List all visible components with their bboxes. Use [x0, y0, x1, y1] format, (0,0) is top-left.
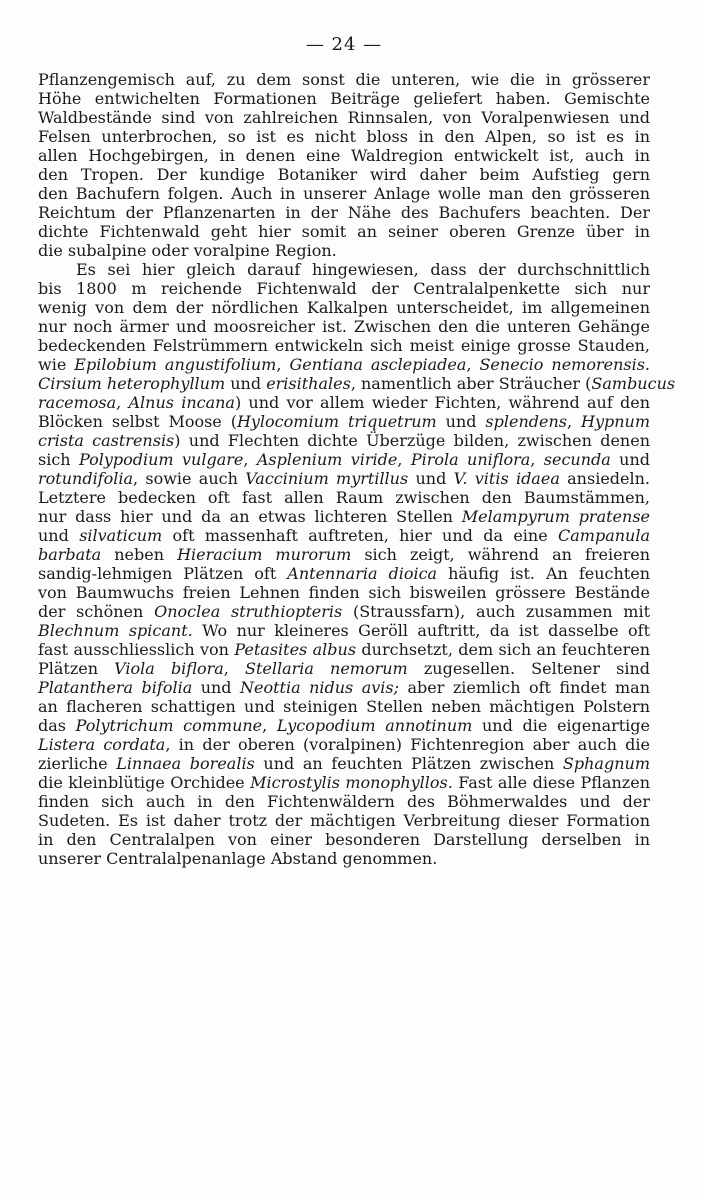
text-run: ansiedeln.: [559, 469, 651, 488]
text-line: [38, 735, 650, 754]
text-line: [38, 412, 650, 431]
species-name: Melampyrum pratense: [461, 507, 651, 526]
text-run: ,: [243, 450, 257, 469]
text-run: und: [225, 374, 267, 393]
text-line: [38, 754, 650, 773]
text-line: bis 1800 m reichende Fichtenwald der Centralalpenkette sich nur: [38, 279, 650, 298]
text-line: den Bachufern folgen. Auch in unserer Anlage wolle man den grösseren: [38, 184, 650, 203]
text-line: Waldbestände sind von zahlreichen Rinnsalen, von Voralpenwiesen und: [38, 108, 650, 127]
species-name: barbata: [38, 545, 102, 564]
text-run: zierliche: [38, 754, 117, 773]
text-line: [38, 469, 650, 488]
text-run: ,: [262, 716, 277, 735]
text-run: ,: [276, 355, 290, 374]
text-run: ,: [566, 412, 581, 431]
species-name: erisithales: [266, 374, 351, 393]
species-name: Listera cordata: [38, 735, 166, 754]
species-name: racemosa: [38, 393, 117, 412]
text-run: Blöcken selbst Moose (: [38, 412, 237, 431]
text-run: , sowie auch: [133, 469, 246, 488]
text-run: das: [38, 716, 76, 735]
species-name: Lycopodium annotinum: [276, 716, 473, 735]
text-line: [38, 602, 650, 621]
text-run: oft massenhaft auftreten, hier und da eine: [162, 526, 559, 545]
text-run: fast ausschliesslich von: [38, 640, 235, 659]
text-line: die subalpine oder voralpine Region.: [38, 241, 337, 260]
text-line: dichte Fichtenwald geht hier somit an seiner oberen Grenze über in: [38, 222, 650, 241]
text-run: in den Centralalpen von einer besonderen Darstellung derselben in: [38, 830, 650, 849]
species-name: Platanthera bifolia: [38, 678, 193, 697]
text-line: [38, 545, 650, 564]
text-line: [38, 621, 650, 640]
text-line: Felsen unterbrochen, so ist es nicht bloss in den Alpen, so ist es in: [38, 127, 650, 146]
species-name: rotundifolia: [38, 469, 134, 488]
text-run: ,: [397, 450, 411, 469]
species-name: Hylocomium triquetrum: [236, 412, 437, 431]
text-run: ,: [116, 393, 129, 412]
text-line: allen Hochgebirgen, in denen eine Waldregion entwickelt ist, auch in: [38, 146, 650, 165]
text-line: [38, 431, 650, 450]
species-name: Antennaria dioica: [287, 564, 438, 583]
text-line: [38, 583, 650, 602]
species-name: Stellaria nemorum: [244, 659, 408, 678]
page-number: — 24 —: [305, 34, 383, 55]
text-run: aber ziemlich oft findet man: [399, 678, 651, 697]
species-name: Epilobium angustifolium: [74, 355, 277, 374]
text-run: nur dass hier und da an etwas lichteren Stellen: [38, 507, 462, 526]
text-line: [38, 526, 650, 545]
species-name: secunda: [543, 450, 611, 469]
text-run: und an feuchten Plätzen zwischen: [254, 754, 563, 773]
species-name: Pirola uniflora: [410, 450, 531, 469]
text-run: , namentlich aber Sträucher (: [350, 374, 592, 393]
text-line: Höhe entwichelten Formationen Beiträge geliefert haben. Gemischte: [38, 89, 650, 108]
text-run: ,: [466, 355, 480, 374]
text-run: Wo nur kleineres Geröll auftritt, da ist dasselbe oft: [192, 621, 651, 640]
species-name: Senecio nemorensis.: [479, 355, 651, 374]
species-name: Neottia nidus avis;: [240, 678, 400, 697]
text-run: , in der oberen (voralpinen) Fichtenregion aber auch die: [165, 735, 650, 754]
text-line: Reichtum der Pflanzenarten in der Nähe des Bachufers beachten. Der: [38, 203, 650, 222]
text-line: [38, 830, 650, 849]
species-name: Hieracium murorum: [177, 545, 352, 564]
text-line: [38, 640, 650, 659]
text-line: [38, 374, 676, 393]
text-line: nur noch ärmer und moosreicher ist. Zwischen den die unteren Gehänge: [38, 317, 650, 336]
species-name: Microstylis monophyllos.: [250, 773, 453, 792]
text-line: wenig von dem der nördlichen Kalkalpen unterscheidet, im allgemeinen: [38, 298, 650, 317]
text-line: [38, 697, 650, 716]
text-run: finden sich auch in den Fichtenwäldern des Böhmerwaldes und der: [38, 792, 650, 811]
text-line: [38, 564, 650, 583]
text-line: [38, 849, 650, 868]
species-name: Campanula: [558, 526, 651, 545]
text-run: ,: [530, 450, 544, 469]
species-name: Alnus incana: [128, 393, 235, 412]
text-run: Sudeten. Es ist daher trotz der mächtigen Verbreitung dieser Formation: [38, 811, 650, 830]
text-run: sich: [38, 450, 79, 469]
species-name: Blechnum spicant.: [38, 621, 193, 640]
text-run: und: [38, 526, 80, 545]
text-run: (Straussfarn), auch zusammen mit: [342, 602, 651, 621]
text-run: und: [436, 412, 486, 431]
text-run: durchsetzt, dem sich an feuchteren: [356, 640, 650, 659]
text-run: die kleinblütige Orchidee: [38, 773, 251, 792]
text-run: Letztere bedecken oft fast allen Raum zwischen den Baumstämmen,: [38, 488, 650, 507]
text-line: [38, 488, 650, 507]
text-run: und: [408, 469, 454, 488]
text-line: [38, 792, 650, 811]
text-run: neben: [101, 545, 178, 564]
text-line: [38, 678, 650, 697]
species-name: Asplenium viride: [256, 450, 398, 469]
text-run: unserer Centralalpenanlage Abstand genommen.: [38, 849, 438, 868]
species-name: Onoclea struthiopteris: [154, 602, 343, 621]
text-line: [38, 507, 650, 526]
species-name: Sambucus: [591, 374, 676, 393]
text-run: sich zeigt, während an freieren: [351, 545, 651, 564]
text-line: [38, 450, 650, 469]
species-name: silvaticum: [79, 526, 163, 545]
species-name: V. vitis idaea: [453, 469, 560, 488]
text-line: Pflanzengemisch auf, zu dem sonst die unteren, wie die in grösserer: [38, 70, 650, 89]
text-run: Fast alle diese Pflanzen: [452, 773, 650, 792]
species-name: Sphagnum: [562, 754, 650, 773]
text-run: ) und Flechten dichte Überzüge bilden, zwischen denen: [174, 431, 650, 450]
text-run: ,: [223, 659, 245, 678]
species-name: Viola biflora: [114, 659, 224, 678]
text-run: an flacheren schattigen und steinigen Stellen neben mächtigen Polstern: [38, 697, 650, 716]
body-text: [38, 70, 676, 868]
text-line: [38, 773, 650, 792]
species-name: crista castrensis: [38, 431, 175, 450]
text-run: von Baumwuchs freien Lehnen finden sich bisweilen grössere Bestände: [38, 583, 650, 602]
text-line: [38, 659, 650, 678]
text-line: Es sei hier gleich darauf hingewiesen, dass der durchschnittlich: [76, 260, 650, 279]
text-run: und die eigenartige: [472, 716, 651, 735]
text-run: häufig ist. An feuchten: [437, 564, 650, 583]
text-line: [38, 355, 650, 374]
text-run: Plätzen: [38, 659, 115, 678]
text-line: [38, 811, 650, 830]
text-run: ) und vor allem wieder Fichten, während auf den: [234, 393, 650, 412]
text-run: der schönen: [38, 602, 155, 621]
species-name: Polytrichum commune: [75, 716, 263, 735]
text-line: den Tropen. Der kundige Botaniker wird daher beim Aufstieg gern: [38, 165, 650, 184]
text-run: sandig-lehmigen Plätzen oft: [38, 564, 288, 583]
text-run: zugesellen. Seltener sind: [407, 659, 650, 678]
species-name: Cirsium heterophyllum: [38, 374, 226, 393]
species-name: Vaccinium myrtillus: [245, 469, 409, 488]
text-run: wie: [38, 355, 75, 374]
species-name: Petasites albus: [234, 640, 357, 659]
species-name: Gentiana asclepiadea: [289, 355, 467, 374]
text-line: bedeckenden Felstrümmern entwickeln sich meist einige grosse Stauden,: [38, 336, 650, 355]
text-run: und: [610, 450, 651, 469]
species-name: Linnaea borealis: [116, 754, 255, 773]
text-run: und: [192, 678, 240, 697]
species-name: splendens: [485, 412, 567, 431]
species-name: Polypodium vulgare: [78, 450, 244, 469]
text-line: [38, 393, 650, 412]
text-line: [38, 716, 650, 735]
species-name: Hypnum: [580, 412, 650, 431]
